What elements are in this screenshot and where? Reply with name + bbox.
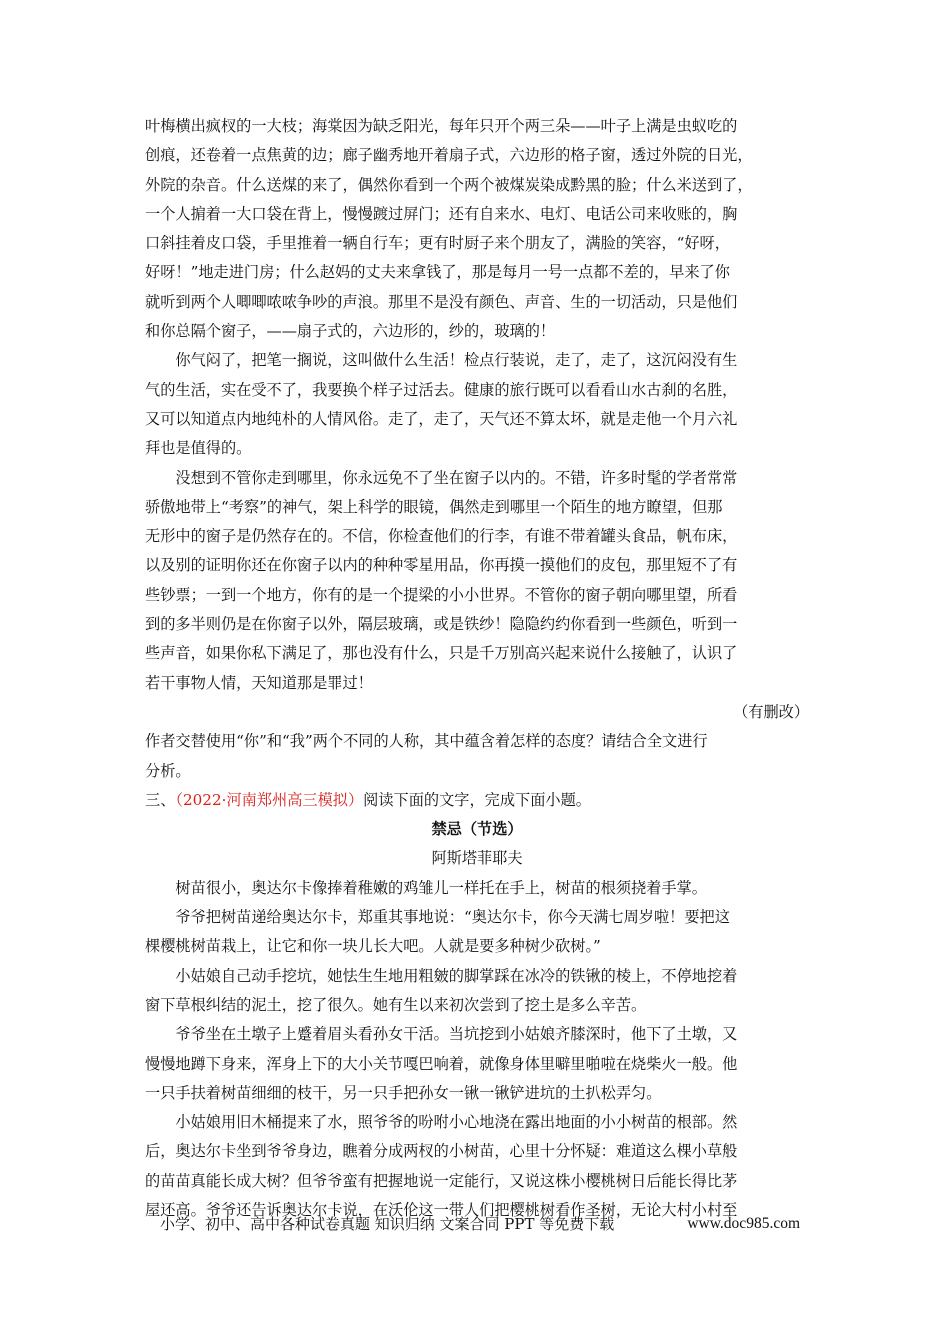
text-line: 小姑娘用旧木桶提来了水，照爷爷的吩咐小心地浇在露出地面的小小树苗的根部。然 [145,1113,738,1132]
text-line: 气的生活，实在受不了，我要换个样子过活去。健康的旅行既可以看看山水古刹的名胜， [145,380,738,399]
text-line: 口斜挂着皮口袋，手里推着一辆自行车；更有时厨子来个朋友了，满脸的笑容，“好呀， [145,234,730,253]
text-line: 窗下草根纠结的泥土，挖了很久。她有生以来初次尝到了挖土是多么辛苦。 [145,995,647,1014]
question-text [145,727,809,786]
text-line: 棵樱桃树苗栽上，让它和你一块儿长大吧。人就是要多种树少砍树。” [145,937,601,956]
text-line: 到的多半则仍是在你窗子以外，隔层玻璃，或是铁纱！隐隐约约你看到一些颜色，听到一 [145,615,738,634]
section-instruction: 阅读下面的文字，完成下面小题。 [363,790,591,809]
edit-note: （有删改） [733,702,809,721]
text-line: 后，奥达尔卡坐到爷爷身边，瞧着分成两杈的小树苗，心里十分怀疑：难道这么棵小草般 [145,1142,738,1161]
section-three-heading [145,786,809,815]
text-line: 小姑娘自己动手挖坑，她怯生生地用粗皴的脚掌踩在冰冷的铁锹的棱上，不停地挖着 [145,966,738,985]
text-line: 若干事物人情，天知道那是罪过！ [145,673,373,692]
text-line: 你气闷了，把笔一搁说，这叫做什么生活！检点行装说，走了，走了，这沉闷没有生 [145,351,738,370]
footer-text: 小学、初中、高中各种试卷真题 知识归纳 文案合同 PPT 等免费下载 [160,1215,615,1233]
text-line: 创痕，还卷着一点焦黄的边；廊子幽秀地开着扇子式，六边形的格子窗，透过外院的日光， [145,146,753,165]
text-line: 的苗苗真能长成大树？但爷爷蛮有把握地说一定能行，又说这株小樱桃树日后能长得比茅 [145,1171,738,1190]
text-line: 骄傲地带上“考察”的神气，架上科学的眼镜，偶然走到哪里一个陌生的地方瞭望，但那 [145,497,723,516]
text-line: 和你总隔个窗子，——扇子式的，六边形的，纱的，玻璃的！ [145,322,556,341]
question-line: 分析。 [145,761,191,780]
story-author: 阿斯塔菲耶夫 [431,849,523,868]
page-footer [160,1210,800,1238]
story-title: 禁忌（节选） [431,820,523,839]
text-line: 就听到两个人唧唧哝哝争吵的声浪。那里不是没有颜色、声音、生的一切活动，只是他们 [145,292,738,311]
text-line: 又可以知道点内地纯朴的人情风俗。走了，走了，天气还不算太坏，就是走他一个月六礼 [145,409,738,428]
text-line: 拜也是值得的。 [145,439,252,458]
text-line: 好呀！”地走进门房；什么赵妈的丈夫来拿钱了，那是每月一号一点都不差的，早来了你 [145,263,730,282]
section-number: 三、 [145,790,176,809]
question-line: 作者交替使用“你”和“我”两个不同的人称，其中蕴含着怎样的态度？请结合全文进行 [145,732,708,751]
text-line: 以及别的证明你还在你窗子以内的种种零星用品，你再摸一摸他们的皮包，那里短不了有 [145,556,738,575]
essay-excerpt [145,112,809,698]
text-line: 些声音，如果你私下满足了，那也没有什么，只是千万别高兴起来说什么接触了，认识了 [145,644,738,663]
text-line: 叶梅横出疯杈的一大枝；海棠因为缺乏阳光，每年只开个两三朵——叶子上满是虫蚁吃的 [145,117,738,135]
text-line: 无形中的窗子是仍然存在的。不信，你检查他们的行李，有谁不带着罐头食品，帆布床， [145,527,738,546]
text-line: 外院的杂音。什么送煤的来了，偶然你看到一个两个被煤炭染成黔黑的脸；什么米送到了， [145,175,753,194]
text-line: 一只手扶着树苗细细的枝干，另一只手把孙女一锹一锹铲进坑的土扒松弄匀。 [145,1083,662,1102]
story-excerpt [145,874,809,1226]
text-line: 些钞票；一到一个地方，你有的是一个提梁的小小世界。不管你的窗子朝向哪里望，所看 [145,585,738,604]
text-line: 爷爷把树苗递给奥达尔卡，郑重其事地说：“奥达尔卡，你今天满七周岁啦！要把这 [145,908,730,927]
text-line: 树苗很小，奥达尔卡像捧着稚嫩的鸡雏儿一样托在手上，树苗的根须挠着手掌。 [145,878,707,897]
footer-url: www.doc985.com [687,1215,800,1232]
document-body [145,112,809,1225]
section-source: （2022·河南郑州高三模拟） [175,790,364,809]
text-line: 没想到不管你走到哪里，你永远免不了坐在窗子以内的。不错，许多时髦的学者常常 [145,468,738,487]
text-line: 爷爷坐在土墩子上蹙着眉头看孙女干活。当坑挖到小姑娘齐膝深时，他下了土墩，又 [145,1025,738,1044]
text-line: 一个人掮着一大口袋在背上，慢慢踱过屏门；还有自来水、电灯、电话公司来收账的，胸 [145,204,738,223]
text-line: 慢慢地蹲下身来，浑身上下的大小关节嘎巴响着，就像身体里噼里啪啦在烧柴火一般。他 [145,1054,738,1073]
text-line: 屋还高。爷爷还告诉奥达尔卡说，在沃伦这一带人们把樱桃树看作圣树，无论大村小村至 [145,1200,738,1219]
